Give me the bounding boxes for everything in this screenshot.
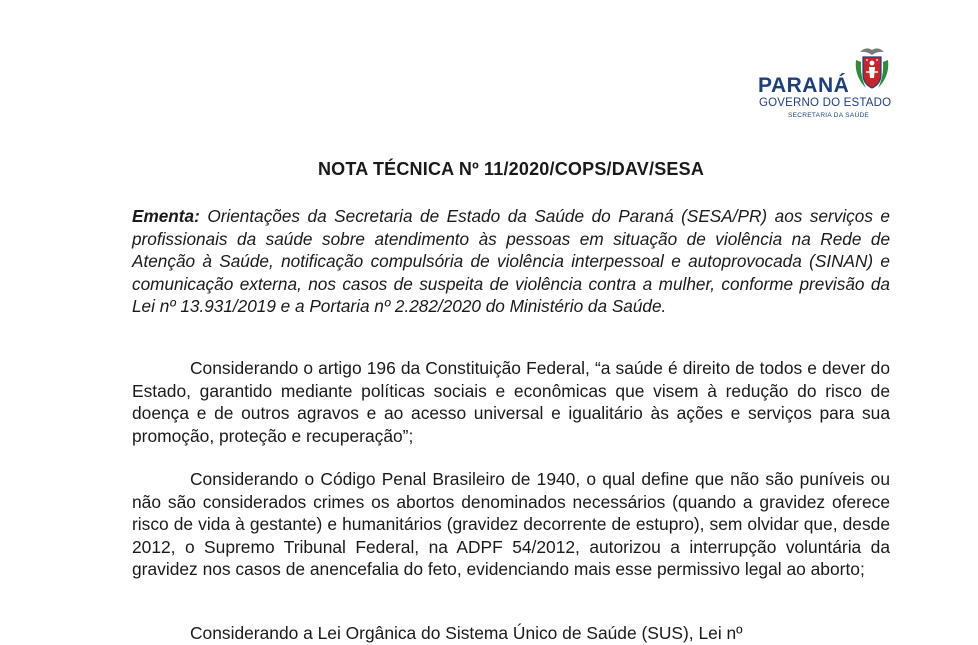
paragraph-3: Considerando a Lei Orgânica do Sistema Único de Saúde (SUS), Lei nº bbox=[190, 623, 743, 643]
paragraph-1: Considerando o artigo 196 da Constituição Federal, “a saúde é direito de todos e dever do Estado, garantido mediante políticas sociais e econômicas que visem à redução do risco de doença e de outros agravos e ao acesso universal e igualitário às ações e serviços para sua promoção, proteção e recuperação”; bbox=[132, 358, 890, 446]
government-label: GOVERNO DO ESTADO bbox=[759, 97, 892, 109]
parana-coat-of-arms-icon bbox=[852, 46, 892, 94]
department-label: SECRETARIA DA SAÚDE bbox=[788, 112, 870, 119]
state-name: PARANÁ bbox=[758, 74, 850, 97]
ementa-block bbox=[132, 205, 890, 318]
ementa-label: Ementa: bbox=[132, 206, 200, 226]
document-title: NOTA TÉCNICA Nº 11/2020/COPS/DAV/SESA bbox=[317, 159, 705, 179]
ementa-text: Orientações da Secretaria de Estado da Saúde do Paraná (SESA/PR) aos serviços e profissionais da saúde sobre atendimento às pessoas em situação de violência na Rede de Atenção à Saúde, notificação compulsória de violência interpessoal e autoprovocada (SINAN) e comunicação externa, nos casos de suspeita de violência contra a mulher, conforme previsão da Lei nº 13.931/2019 e a Portaria nº 2.282/2020 do Ministério da Saúde. bbox=[132, 206, 890, 317]
parana-logo bbox=[758, 44, 908, 124]
paragraph-2: Considerando o Código Penal Brasileiro de 1940, o qual define que não são puníveis ou não são considerados crimes os abortos denominados necessários (quando a gravidez oferece risco de vida à gestante) e humanitários (gravidez decorrente de estupro), sem olvidar que, desde 2012, o Supremo Tribunal Federal, na ADPF 54/2012, autorizou a interrupção voluntária da gravidez nos casos de anencefalia do feto, evidenciando mais esse permissivo legal ao aborto; bbox=[132, 469, 890, 580]
